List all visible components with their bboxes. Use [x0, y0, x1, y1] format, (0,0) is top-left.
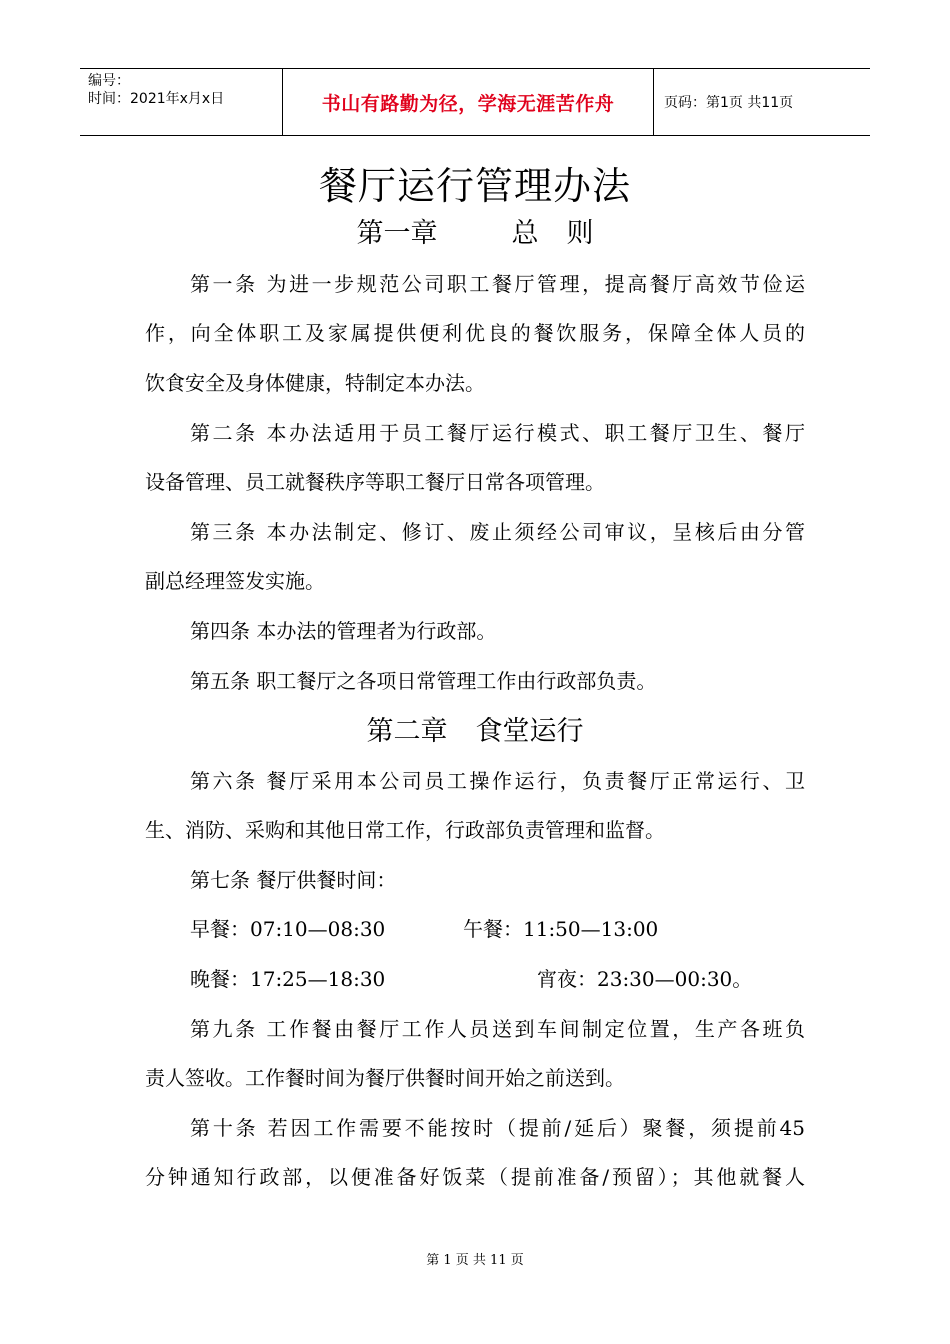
article-4-line-1: 第四条 本办法的管理者为行政部。	[190, 619, 497, 643]
header-meta	[80, 69, 282, 135]
page-header	[80, 68, 870, 136]
chapter-one-title-part1: 总	[511, 218, 539, 249]
article-10-line-2: 分钟通知行政部，以便准备好饭菜（提前准备/预留）；其他就餐人	[145, 1165, 805, 1189]
article-2-line-1: 第二条 本办法适用于员工餐厅运行模式、职工餐厅卫生、餐厅	[190, 421, 805, 445]
article-3-line-2: 副总经理签发实施。	[145, 569, 325, 593]
article-7-line-1: 第七条 餐厅供餐时间：	[190, 868, 397, 892]
article-1-line-3: 饮食安全及身体健康，特制定本办法。	[145, 371, 485, 395]
article-1-line-1: 第一条 为进一步规范公司职工餐厅管理，提高餐厅高效节俭运	[190, 272, 805, 296]
dinner-time: 晚餐：17:25—18:30	[190, 967, 386, 991]
article-6-line-1: 第六条 餐厅采用本公司员工操作运行，负责餐厅正常运行、卫	[190, 769, 805, 793]
document-date-label: 时间：2021年x月x日	[88, 91, 225, 107]
document-title: 餐厅运行管理办法	[318, 164, 631, 208]
chapter-two-title: 食堂运行	[475, 716, 584, 747]
chapter-two-heading	[0, 714, 950, 750]
article-5-line-1: 第五条 职工餐厅之各项日常管理工作由行政部负责。	[190, 669, 657, 693]
article-9-line-1: 第九条 工作餐由餐厅工作人员送到车间制定位置，生产各班负	[190, 1017, 805, 1041]
header-page-info: 页码：第1页 共11页	[664, 95, 794, 111]
chapter-one-title-part2: 则	[566, 218, 594, 249]
chapter-one-number: 第一章	[356, 218, 438, 249]
article-1-line-2: 作，向全体职工及家属提供便利优良的餐饮服务，保障全体人员的	[145, 321, 805, 345]
article-3-line-1: 第三条 本办法制定、修订、废止须经公司审议，呈核后由分管	[190, 520, 805, 544]
article-9-line-2: 责人签收。工作餐时间为餐厅供餐时间开始之前送到。	[145, 1066, 625, 1090]
article-6-line-2: 生、消防、采购和其他日常工作，行政部负责管理和监督。	[145, 818, 665, 842]
breakfast-time: 早餐：07:10—08:30	[190, 917, 386, 941]
article-2-line-2: 设备管理、员工就餐秩序等职工餐厅日常各项管理。	[145, 470, 605, 494]
chapter-one-heading	[0, 216, 950, 252]
supper-time: 宵夜：23:30—00:30。	[537, 967, 753, 991]
page-footer: 第 1 页 共 11 页	[426, 1253, 524, 1268]
article-10-line-1: 第十条 若因工作需要不能按时（提前/延后）聚餐，须提前45	[190, 1116, 805, 1140]
lunch-time: 午餐：11:50—13:00	[463, 917, 659, 941]
header-motto: 书山有路勤为径，学海无涯苦作舟	[282, 69, 654, 135]
document-number-label: 编号：	[88, 73, 130, 89]
chapter-two-number: 第二章	[366, 716, 448, 747]
